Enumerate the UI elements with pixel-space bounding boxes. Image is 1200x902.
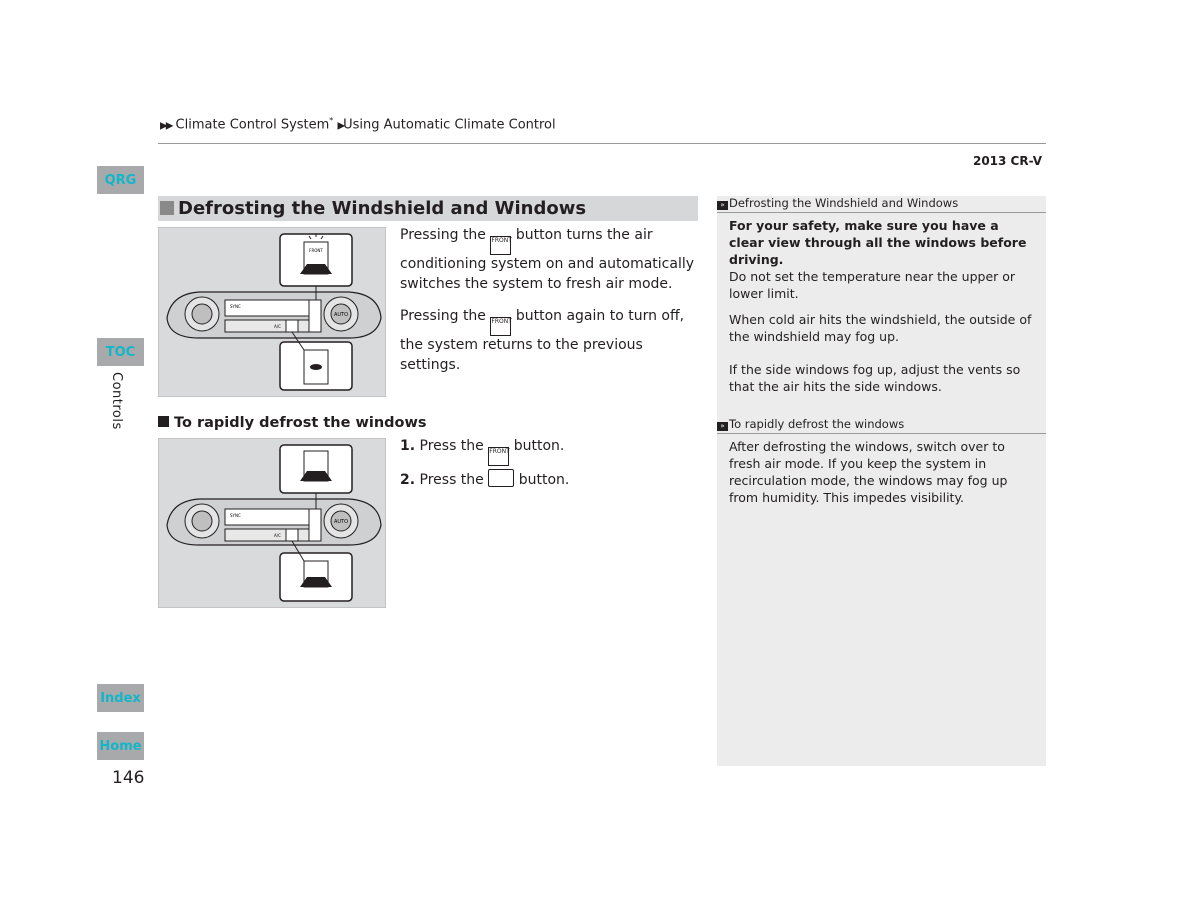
breadcrumb-item-auto-climate[interactable]: Using Automatic Climate Control bbox=[343, 117, 556, 133]
fresh-air-icon bbox=[488, 469, 514, 487]
front-defrost-glyph-text: FRONT bbox=[491, 318, 512, 325]
note-paragraph-2: When cold air hits the windshield, the outside of the windshield may fog up. bbox=[729, 312, 1032, 344]
front-defrost-icon bbox=[490, 317, 511, 336]
step-2-text-start: Press the bbox=[419, 472, 489, 488]
step-2 bbox=[400, 469, 569, 488]
step-2-number: 2. bbox=[400, 472, 416, 488]
toc-button[interactable]: TOC bbox=[97, 338, 144, 366]
subsection-title: To rapidly defrost the windows bbox=[174, 415, 427, 431]
breadcrumb-arrow-icon: ▶▶ bbox=[160, 120, 172, 132]
front-defrost-glyph-label: FRONT bbox=[309, 248, 323, 253]
note-safety: For your safety, make sure you have a clear view through all the windows before driving. bbox=[729, 218, 1027, 267]
section-paragraph-2 bbox=[400, 307, 700, 375]
ac-button-label: A/C bbox=[274, 324, 281, 329]
front-defrost-icon bbox=[490, 236, 511, 255]
front-defrost-glyph-text: FRONT bbox=[491, 237, 512, 244]
auto-knob-label: AUTO bbox=[333, 312, 349, 318]
paragraph-1-text-end: button turns the air conditioning system on and automatically switches the system to fresh air mode. bbox=[400, 227, 695, 292]
note-header-rapid bbox=[717, 417, 1046, 434]
auto-knob-label: AUTO bbox=[333, 519, 349, 525]
front-defrost-icon bbox=[488, 447, 509, 466]
note-paragraph-4: After defrosting the windows, switch over to fresh air mode. If you keep the system in recirculation mode, the windows may fog up from humidity. This impedes visibility. bbox=[729, 439, 1008, 505]
section-header bbox=[158, 196, 698, 221]
paragraph-2-text-start: Pressing the bbox=[400, 308, 491, 324]
page-number: 146 bbox=[112, 768, 145, 788]
section-paragraph-1 bbox=[400, 226, 700, 294]
section-title: Defrosting the Windshield and Windows bbox=[178, 198, 587, 219]
paragraph-2-text-end: button again to turn off, the system returns to the previous settings. bbox=[400, 308, 685, 373]
breadcrumb-arrow-icon: ▶ bbox=[337, 120, 344, 132]
home-button[interactable]: Home bbox=[97, 732, 144, 760]
climate-panel-drawing-2 bbox=[159, 439, 385, 607]
note-header-defrost bbox=[717, 196, 1046, 213]
note-marker-icon: » bbox=[717, 422, 728, 431]
front-defrost-glyph-text: FRONT bbox=[489, 448, 510, 455]
note-paragraph-3: If the side windows fog up, adjust the vents so that the air hits the side windows. bbox=[729, 362, 1021, 394]
step-1 bbox=[400, 438, 564, 466]
breadcrumb bbox=[160, 116, 556, 132]
climate-panel-illustration-1 bbox=[158, 227, 386, 397]
paragraph-1-text-start: Pressing the bbox=[400, 227, 491, 243]
step-1-number: 1. bbox=[400, 438, 416, 454]
breadcrumb-item-climate[interactable]: Climate Control System bbox=[175, 117, 330, 133]
note-header-rapid-text: To rapidly defrost the windows bbox=[729, 417, 905, 431]
step-2-text-end: button. bbox=[514, 472, 570, 488]
model-label: 2013 CR-V bbox=[972, 154, 1042, 168]
subsection-header bbox=[158, 415, 427, 431]
sync-button-label: SYNC bbox=[230, 304, 241, 309]
step-1-text-end: button. bbox=[509, 438, 565, 454]
note-marker-icon: » bbox=[717, 201, 728, 210]
climate-panel-illustration-2 bbox=[158, 438, 386, 608]
sync-button-label: SYNC bbox=[230, 513, 241, 518]
step-1-text-start: Press the bbox=[419, 438, 489, 454]
subsection-square-icon bbox=[158, 416, 169, 427]
note-paragraph-1: Do not set the temperature near the upper or lower limit. bbox=[729, 269, 1016, 301]
ac-button-label: A/C bbox=[274, 533, 281, 538]
qrg-button[interactable]: QRG bbox=[97, 166, 144, 194]
note-header-defrost-text: Defrosting the Windshield and Windows bbox=[729, 196, 959, 210]
header-rule bbox=[158, 143, 1046, 144]
index-button[interactable]: Index bbox=[97, 684, 144, 712]
breadcrumb-asterisk: * bbox=[329, 116, 334, 125]
section-square-icon bbox=[160, 201, 174, 215]
climate-panel-drawing bbox=[159, 228, 385, 396]
side-section-label: Controls bbox=[109, 372, 124, 430]
